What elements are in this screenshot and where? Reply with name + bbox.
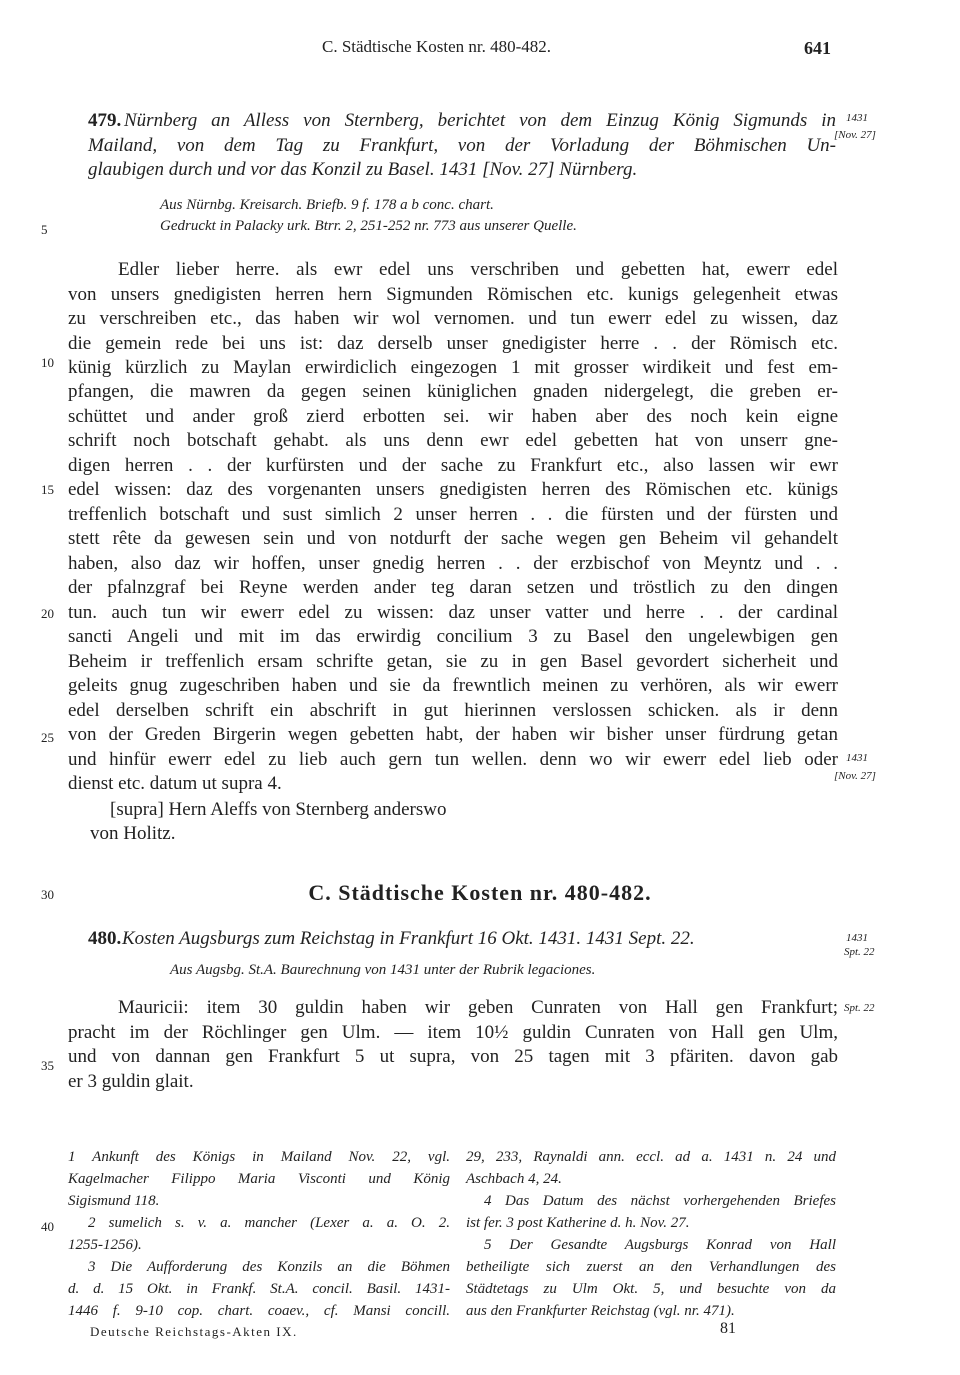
footnote-line: 2 sumelich s. v. a. mancher (Lexer a. a. O. 2. — [88, 1215, 450, 1231]
text-line: von unsers gnedigisten herren hern Sigmunden Römischen etc. kunigs gelegenheit etwas — [68, 284, 838, 305]
text-line: künig kürzlich zu Maylan erwirdiclich eingezogen 1 mit grosser wirdikeit und fest em- — [68, 357, 838, 378]
footnote-line: Städtetags zu Ulm Okt. 5, und besuchte von da — [466, 1281, 836, 1297]
margin-date-year: 1431 — [846, 752, 868, 764]
footnote-line: d. d. 15 Okt. in Frankf. St.A. concil. Basil. 1431- — [68, 1281, 450, 1297]
text-line: digen herren . . der kurfürsten und der sache zu Frankfurt etc., also lassen wir ewr — [68, 455, 838, 476]
series-title: Deutsche Reichstags-Akten IX. — [90, 1324, 298, 1339]
line-number: 20 — [41, 606, 54, 621]
line-number: 40 — [41, 1219, 54, 1234]
text-line: die gemein rede bei uns ist: daz derselb unser gnedigister herre . . der Römisch etc. — [68, 333, 838, 354]
margin-date: Spt. 22 — [844, 1002, 875, 1014]
line-number: 25 — [41, 730, 54, 745]
footnote-line: 1255-1256). — [68, 1237, 142, 1253]
running-title: C. Städtische Kosten nr. 480-482. — [322, 37, 552, 56]
text-line: pfangen, die mawren da gegen seinen küniglichen gnaden nidergelegt, die greben er- — [68, 381, 838, 402]
footnote-line: aus den Frankfurter Reichstag (vgl. nr. 471). — [466, 1303, 735, 1319]
footnote-line: Aschbach 4, 24. — [466, 1171, 562, 1187]
text-line: haben, also daz wir hoffen, unser gnedig herren . . der erzbischof von Meyntz und . . — [68, 553, 838, 574]
text-line: Edler lieber herre. als ewr edel uns verschriben und gebetten hat, ewerr edel — [118, 259, 838, 280]
margin-date: Spt. 22 — [844, 946, 875, 958]
text-line: Mauricii: item 30 guldin haben wir geben Cunraten von Hall gen Frankfurt; — [118, 997, 838, 1018]
page-number: 641 — [804, 38, 831, 58]
doc-479-heading-line: glaubigen durch und vor das Konzil zu Basel. 1431 [Nov. 27] Nürnberg. — [88, 159, 638, 180]
doc-479-number: 479. — [88, 110, 122, 131]
doc-479-heading-line: Mailand, von dem Tag zu Frankfurt, von der Vorladung der Böhmischen Un- — [88, 135, 836, 156]
doc-479-heading-line: Nürnberg an Alless von Sternberg, berichtet von dem Einzug König Sigmunds in — [124, 110, 836, 131]
text-line: zu verschreiben etc., das haben wir wol vernomen. und tun ewerr edel zu wissen, daz — [68, 308, 838, 329]
footnote-line: Kagelmacher Filippo Maria Visconti und König — [68, 1171, 450, 1187]
text-line: und von dannan gen Frankfurt 5 ut supra, von 25 tagen mit 3 pfäriten. davon gab — [68, 1046, 838, 1067]
text-line: geleits gnug zugeschriben haben und sie da frewntlich meinen zu verhören, als wir ewerr — [68, 675, 838, 696]
line-number: 35 — [41, 1058, 54, 1073]
address-line: von Holitz. — [90, 823, 176, 844]
section-title: C. Städtische Kosten nr. 480-482. — [308, 880, 652, 905]
text-line: treffenlich botschaft und sust simlich 2 unser herren . . die fürsten und der fürsten und — [68, 504, 838, 525]
source-note: Aus Augsbg. St.A. Baurechnung von 1431 unter der Rubrik legaciones. — [170, 962, 596, 978]
text-line: schüttet und ander groß zierd erbotten sei. wir haben aber des noch kein eigne — [68, 406, 838, 427]
footnote-line: Sigismund 118. — [68, 1193, 160, 1209]
sheet-signature: 81 — [720, 1320, 736, 1337]
footnote-line: 1 Ankunft des Königs in Mailand Nov. 22, vgl. — [68, 1149, 450, 1165]
line-number: 5 — [41, 222, 48, 237]
footnote-line: 4 Das Datum des nächst vorhergehenden Briefes — [484, 1193, 836, 1209]
margin-date: [Nov. 27] — [834, 770, 876, 782]
text-line: tun. auch tun wir ewerr edel zu wissen: daz unser vatter und herre . . der cardinal — [68, 602, 838, 623]
address-line: [supra] Hern Aleffs von Sternberg anderswo — [110, 799, 447, 820]
footnote-line: ist fer. 3 post Katherine d. h. Nov. 27. — [466, 1215, 690, 1231]
text-line: er 3 guldin glait. — [68, 1071, 194, 1092]
text-line: dienst etc. datum ut supra 4. — [68, 773, 282, 794]
doc-480-number: 480. — [88, 928, 122, 949]
text-line: pracht im der Röchlinger gen Ulm. — item 10½ guldin Cunraten von Hall gen Ulm, — [68, 1022, 838, 1043]
footnote-line: 5 Der Gesandte Augsburgs Konrad von Hall — [484, 1237, 836, 1253]
text-line: schrift noch botschaft gehabt. als uns denn ewr edel gebetten hat von unserr gne- — [68, 430, 838, 451]
footnote-line: 3 Die Aufforderung des Konzils an die Böhmen — [88, 1259, 450, 1275]
margin-date-year: 1431 — [846, 112, 868, 124]
line-number: 10 — [41, 355, 54, 370]
text-line: edel wissen: daz des vorgenanten unsers gnedigisten herren des Römischen etc. künigs — [68, 479, 838, 500]
footnote-line: 1446 f. 9-10 cop. chart. coaev., cf. Mansi concill. — [68, 1303, 450, 1319]
doc-480-heading: Kosten Augsburgs zum Reichstag in Frankfurt 16 Okt. 1431. 1431 Sept. 22. — [122, 928, 695, 949]
text-line: edel derselben schrift ein abschrift in gut hierinnen verslossen schicken. als ir denn — [68, 700, 838, 721]
margin-date: [Nov. 27] — [834, 129, 876, 141]
text-line: Beheim ir treffenlich ersam schrifte getan, sie zu in gen Basel gevordert sicherheit und — [68, 651, 838, 672]
footnote-line: 29, 233, Raynaldi ann. eccl. ad a. 1431 n. 24 und — [466, 1149, 836, 1165]
line-number: 15 — [41, 482, 54, 497]
text-line: sancti Angeli und mit im das erwirdig concilium 3 zu Basel den ungelewbigen gen — [68, 626, 838, 647]
text-line: und hinfür ewerr edel zu lieb auch gern tun wellen. denn wo wir ewerr edel lieb oder — [68, 749, 838, 770]
source-note: Aus Nürnbg. Kreisarch. Briefb. 9 f. 178 a b conc. chart. — [160, 197, 494, 213]
margin-date-year: 1431 — [846, 932, 868, 944]
text-line: der pfalnzgraf bei Reyne werden ander teg daran setzen und tröstlich zu den dingen — [68, 577, 838, 598]
source-note: Gedruckt in Palacky urk. Btrr. 2, 251-252 nr. 773 aus unserer Quelle. — [160, 218, 577, 234]
text-line: stett rête da gewesen sein und von notdurft der sache wegen gen Beheim vil gehandelt — [68, 528, 838, 549]
text-line: von der Greden Birgerin wegen gebetten habt, der haben wir bisher unser fürdrung getan — [68, 724, 838, 745]
footnote-line: betheiligte sich zuerst an den Verhandlungen des — [466, 1259, 836, 1275]
line-number: 30 — [41, 887, 54, 902]
